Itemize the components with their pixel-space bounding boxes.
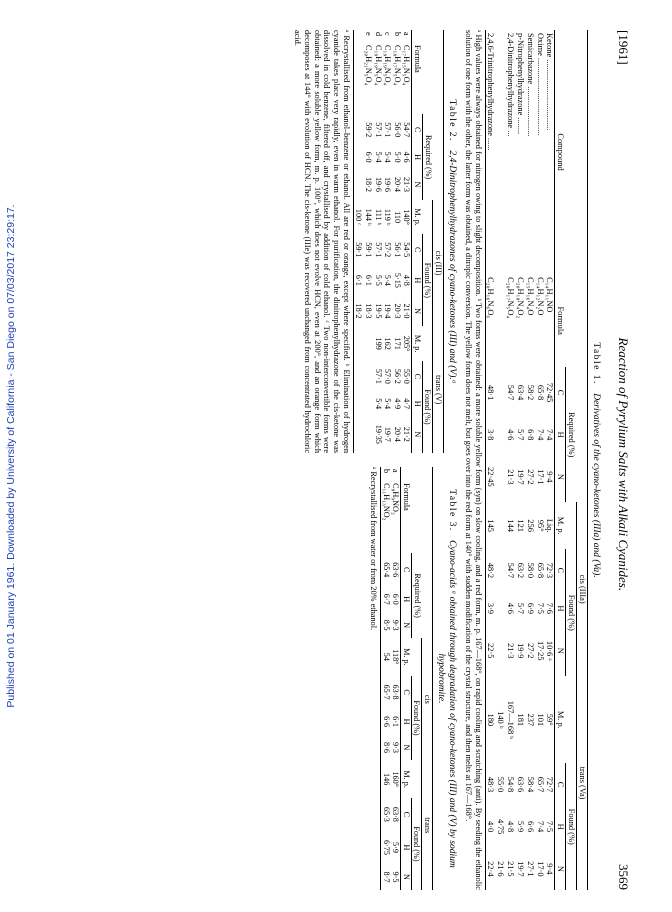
table2-cell: 4·7 (402, 398, 412, 410)
table3-col-header: H (401, 596, 411, 603)
table3-found-trans-header: Found (%) (411, 798, 422, 890)
table-row (402, 30, 412, 453)
table2-cell (353, 30, 363, 43)
table3-cell: 65·7 (381, 684, 391, 700)
table1-cell: Semicarbazone ........................ (525, 33, 535, 137)
table1-cell: C₁₄H₁₁NO (545, 277, 555, 313)
table2-cell: 57·1 (373, 122, 383, 138)
table1-cell: 21·3 (506, 643, 516, 659)
table1-cell: 4·6 (506, 602, 516, 614)
table2-cell: 54·7 (402, 122, 412, 138)
table2-cell: 56·2 (392, 368, 402, 384)
table1-cell: 4·8 (506, 821, 516, 833)
table3-cell: 54 (381, 652, 391, 661)
table1-col-header: N (556, 865, 566, 872)
table-row (363, 30, 373, 453)
table1-cell: 181 (515, 713, 525, 727)
header-page-number: 3569 (616, 863, 631, 890)
table1-cell (495, 502, 505, 549)
table1-col-header: H (556, 431, 566, 438)
table1-cell: C₁₅H₁₆N₄O (525, 277, 535, 316)
table1-cell: 7·4 (545, 429, 555, 441)
table3-col-header (401, 467, 412, 481)
table3-group-trans: trans (422, 760, 433, 890)
table3-cell: 9·5 (391, 871, 401, 883)
table1-cell: 3·8 (486, 429, 496, 441)
publication-note (0, 0, 22, 912)
table2-cell: 6·0 (363, 151, 373, 163)
table3-group-cis: cis (422, 638, 433, 760)
table2-cell: 20·3 (392, 303, 402, 319)
table2-cell: 4·6 (402, 151, 412, 163)
table1-cell: 72·3 (545, 562, 555, 579)
table1-cell: Oxime ..................................... (535, 33, 545, 136)
table-row (545, 30, 555, 890)
table1-cell: 21·5 (506, 861, 516, 877)
table1-cell: 19·7 (515, 469, 525, 485)
table-row (381, 467, 391, 890)
table-row (505, 30, 515, 890)
table2-cell (353, 416, 363, 453)
table3-cell: 146 (381, 773, 391, 786)
table1-col-header: Compound (556, 133, 566, 171)
table1-col-header: H (556, 605, 566, 612)
table1-cell: 72·7 (545, 776, 555, 793)
table1-cell: 7·5 (545, 821, 555, 833)
table1-cell: C₂₀H₁₆N₆O₆ (486, 277, 496, 319)
table2-cell: 119 ᵇ (383, 208, 393, 226)
table1-cell: 27·1 (525, 861, 535, 877)
table1-cell (495, 418, 505, 452)
running-header (607, 30, 631, 890)
table2-footnote: ᵃ Recrystallised from ethanol–benzene or ethanol. All are red or orange, except where specified. ᵇ Elimination of hydrogen cyanide takes place very rapidly, even in warm ethanol. For purification, the dinitrophenylhydrazone of the cis-ketone was dissolved in cold benzene, filtered off, and crystallised by addition of cold ethanol. ᶜ Two non-interconvertible forms were obtained: a more soluble yellow form, m. p. 100°, which does not evolve HCN, even at 200°, and an orange form which decomposes at 144° with evolution of HCN. The cis-ketone (IIIe) was recovered unchanged from concentrated hydrochloric acid. (293, 30, 351, 453)
table2-col-header: C (412, 373, 422, 380)
table2-cell (353, 392, 363, 416)
table2-cell: e (363, 32, 373, 36)
table2-cell: 56·1 (392, 242, 402, 258)
table2-col-header: N (412, 308, 422, 314)
table1-cell: 59° (545, 713, 555, 726)
table1-cell (495, 452, 505, 502)
table3-col-header: C (401, 811, 411, 818)
table2-cell: 5·0 (392, 151, 402, 163)
table2-cell: 6·1 (363, 274, 373, 286)
table3-cell: 63·8 (391, 806, 401, 822)
table1-cell (495, 30, 505, 274)
table2-cell: 19·4 (383, 303, 393, 319)
table1-cell: 19·9 (515, 643, 525, 659)
table3-cell: 63·8 (391, 684, 401, 700)
table2-cell (353, 145, 363, 169)
table1-cell (495, 625, 505, 676)
table2-cell: c (383, 32, 393, 36)
table1-cell: 54·7 (506, 384, 516, 401)
rotated-page (46, 20, 656, 900)
table1-cell: 101 (535, 713, 545, 727)
table3-cell: 6·75 (381, 839, 391, 855)
table1-col-header: H (556, 823, 566, 830)
table1-col-header: C (556, 389, 566, 396)
table3-cell: 6·0 (391, 593, 401, 605)
table1-cell (495, 549, 505, 591)
table3-col-header: C (401, 689, 411, 695)
table-row (391, 467, 401, 890)
table2-cell: C₁₈H₁₇N₅O₄ (392, 45, 402, 86)
table2-cell: 54·5 (402, 242, 412, 258)
table2-label: Table 2. (447, 99, 458, 142)
table2 (353, 30, 444, 453)
table1-cell: 63·4 (515, 384, 525, 401)
table3-cell: C₁₁H₁₃NO₂ (381, 483, 391, 521)
table-row (485, 30, 495, 890)
table1-cell: 21·6 (496, 861, 506, 877)
table2-col-header: N (412, 431, 422, 438)
table1-cell: 167—168 ᵇ (506, 700, 516, 739)
table3-found-cis-header: Found (%) (411, 676, 422, 761)
table2-cell: 55·0 (402, 368, 412, 384)
table1-cell: C₁₄H₁₂N₂O (535, 277, 545, 316)
table3-cell: 160° (391, 771, 401, 787)
table2-col-header: H (412, 277, 422, 284)
table2-cell: d (373, 32, 383, 37)
table3-cell: 6·1 (391, 716, 401, 728)
table1-cell: Liq. (545, 518, 555, 533)
table1-cell: 6·8 (525, 429, 535, 441)
table2-cell: 57·1 (373, 368, 383, 384)
table2-cell: 171 (392, 337, 402, 350)
table2-col-header: C (412, 127, 422, 133)
table2-cell: 57·0 (383, 368, 393, 384)
table1-col-header: N (556, 647, 566, 654)
table2-cell: 20·4 (392, 426, 402, 442)
table1-cell: 237 (525, 713, 535, 727)
table2-col-header: M. p. (413, 334, 423, 353)
table-row (353, 30, 363, 453)
table2-cell: 18·2 (363, 176, 373, 192)
table2-cell (363, 416, 373, 453)
table2-cell (353, 43, 363, 114)
table2-cell: 21·3 (402, 176, 412, 192)
table3-cell: 65·4 (381, 562, 391, 578)
table2-cell: 57·1 (373, 242, 383, 258)
table2-col-header: M. p. (413, 208, 423, 226)
table1-cell: 95° (535, 519, 545, 532)
table2-cell (363, 392, 373, 416)
table3-caption (435, 467, 457, 890)
table2-cell (353, 361, 363, 392)
header-title: Reaction of Pyrylium Salts with Alkali Cyanides. (616, 337, 631, 592)
table2-cell: 5·4 (373, 398, 383, 410)
table2-cell: 56·0 (392, 122, 402, 138)
table1-cell: 7·4 (535, 429, 545, 441)
table2-cell: 144 ᵇ (363, 208, 373, 226)
table2-cell: 59·1 (354, 242, 364, 258)
table1-cell: 55·0 (496, 776, 506, 793)
table1-cell: 48·2 (486, 562, 496, 579)
table1-group-trans: trans (Va) (577, 676, 588, 890)
table3-cell: a (391, 469, 401, 473)
table2-group-trans: trans (V) (433, 326, 444, 453)
table3-label: Table 3. (447, 489, 458, 532)
table1-footnote: ᵃ High values were always obtained for nitrogen owing to slight decomposition. ᵇ Two forms were obtained: a more soluble yellow form (syn) on slow cooling, and a red form, m. p. 167—168°, on rapid cooling and scratching (anti). By seeding the ethanolic solution of one form with the other, the latter form was obtained, a ditropic conversion. The yellow form does not melt, but goes over into the red form at 140° with sudden modification of the crystal structure, and then melts at 167—168°. (463, 30, 483, 890)
table2-cell: 4·8 (402, 274, 412, 286)
table2-cell: 5·4 (383, 274, 393, 286)
table2-cell: 140° (402, 209, 412, 225)
table2-cell: 18·3 (363, 303, 373, 319)
table2-cell: C₁₇H₁₅N₅O₄ (402, 45, 412, 86)
table1-cell: 19·7 (515, 861, 525, 877)
tables-columns (287, 30, 458, 890)
table3-cell: 118° (391, 649, 401, 665)
table1-cell (495, 591, 505, 625)
table1-cell: 27·2 (525, 643, 535, 659)
table-row (515, 30, 525, 890)
table2-cell: 19·35 (373, 424, 383, 444)
table1-cell: 21·3 (506, 469, 516, 485)
table3-cell: C₉H₉NO₂ (391, 483, 401, 515)
table3-cell: 5·9 (391, 842, 401, 853)
table3-cell: 6·6 (381, 716, 391, 728)
publication-note-text: Published on 01 January 1961. Downloaded by University of California - San Diego on 07/03/2017 23:29:17. (5, 204, 17, 708)
table1-cell: 3·9 (486, 602, 496, 614)
table1-cell: 9·4 (545, 471, 555, 483)
table1-cell (495, 367, 505, 417)
table3-cell: 8·7 (381, 871, 391, 883)
table3 (380, 467, 433, 890)
table1-col-header: M. p. (556, 516, 566, 535)
table1-col-header: C (556, 781, 566, 788)
table1-caption (590, 30, 601, 890)
table1-cell: 54·7 (506, 562, 516, 579)
table1-cell: 27·2 (525, 469, 535, 485)
table1-cell: 17·25 (535, 640, 545, 661)
table3-col-header: M. p. (402, 648, 412, 666)
table3-col-header: H (401, 844, 411, 851)
table2-title: 2,4-Dinitrophenylhydrazones of cyano-ketones (III) and (V).ᵃ (447, 150, 458, 384)
table3-cell: 8·5 (381, 619, 391, 631)
table1-cell: 4·75 (496, 818, 506, 835)
table1-cell: Ketone .................................. (545, 33, 555, 131)
table2-cell: 100 ᶜ (354, 208, 364, 226)
table2-group-cis: cis (III) (433, 200, 444, 327)
table1-cell: 145 (486, 519, 496, 532)
table2-cell: b (392, 32, 402, 37)
table1-cell: 48·1 (486, 384, 496, 401)
table1-cell: 22·4 (486, 861, 496, 877)
table2-cell: 5·4 (383, 151, 393, 163)
table1-cell: 58·2 (525, 384, 535, 401)
table1 (485, 30, 588, 890)
table1-cell: 65·7 (535, 776, 545, 793)
table1-cell: 6·9 (525, 602, 535, 614)
table3-col-header: H (401, 718, 411, 725)
table1-cell: 22·45 (486, 467, 496, 487)
table2-cell: C₁₉H₁₉N₅O₄ (383, 45, 393, 86)
table1-title: Derivatives of the cyano-ketones (IIIa) and (Va). (591, 393, 601, 578)
table1-cell: 58·0 (525, 562, 535, 579)
table1-cell: 63·6 (515, 776, 525, 793)
table2-cell: 19·7 (383, 426, 393, 442)
table2-cell: 59·2 (363, 122, 373, 138)
table2-cell: 57·2 (383, 242, 393, 258)
table1-cell: 54·8 (506, 776, 516, 793)
table2-required-header: Required (%) (422, 114, 433, 199)
table2-found-trans-header: Found (%) (422, 361, 433, 453)
table1-cell: p-Nitrophenylhydrazone ........ (515, 33, 525, 135)
table1-cell: 7·6 (545, 602, 555, 614)
table1-col-header: C (556, 567, 566, 574)
table1-cell: 65·8 (535, 562, 545, 579)
table3-col-header: N (401, 622, 411, 629)
table1-cell: 48·3 (486, 776, 496, 793)
table2-cell: 20·4 (392, 176, 402, 192)
table-row (383, 30, 393, 453)
table2-cell: 59·1 (363, 242, 373, 258)
table3-col-header: Formula (402, 483, 412, 511)
table2-col-header: Formula (413, 45, 423, 73)
table2-cell: 162 (383, 337, 393, 350)
table2-cell: 205° (402, 335, 412, 352)
page-body (71, 30, 601, 890)
table1-cell: 72·45 (545, 382, 555, 403)
table1-col-header: Formula (556, 306, 566, 335)
table1-cell: 140 ᵇ (496, 711, 506, 729)
table1-cell: 17·1 (535, 469, 545, 485)
table2-cell: 5·4 (383, 398, 393, 410)
table3-col-header: N (401, 874, 411, 880)
table2-caption (446, 30, 457, 453)
table1-cell: 63·2 (515, 562, 525, 579)
table1-label: Table 1. (591, 342, 601, 385)
table2-cell (353, 114, 363, 145)
table1-cell: 2,4-Dinitrophenylhydrazone ... (506, 33, 516, 137)
table-row (525, 30, 535, 890)
table2-col-header: C (412, 247, 422, 253)
table3-col-header: C (401, 566, 411, 573)
table1-cell: C₂₀H₁₇N₅O₄ (506, 277, 516, 319)
table1-col-header: N (556, 473, 566, 480)
table1-cell: 121 (515, 519, 525, 532)
table2-col-header: H (412, 400, 422, 407)
table1-cell: 4·0 (486, 821, 496, 833)
table-row (535, 30, 545, 890)
table1-found-trans-header: Found (%) (566, 763, 577, 890)
table3-footnote: ᵃ Recrystallised from water or from 20% ethanol. (369, 467, 379, 631)
table2-cell (363, 361, 373, 392)
table2-col-header (412, 30, 423, 43)
table1-required-header: Required (%) (566, 367, 577, 502)
table2-cell: 21·2 (402, 426, 412, 442)
table2-cell: 5·5 (373, 274, 383, 286)
table2-cell (353, 169, 363, 200)
table2-col-header: N (412, 181, 422, 188)
table1-cell: 180 (486, 713, 496, 727)
table1-col-header: M. p. (556, 710, 566, 729)
table1-group-cis: cis (IIIa) (577, 502, 588, 676)
table3-cell: 9·3 (391, 619, 401, 631)
table2-cell: C₂₀H₂₁N₅O₄ (363, 45, 373, 86)
table1-found-cis-header: Found (%) (566, 549, 577, 676)
table-row (495, 30, 505, 890)
table2-column (287, 30, 458, 453)
table2-cell: 199 (373, 337, 383, 350)
table1-cell: 6·6 (525, 821, 535, 833)
table1-cell: 5·9 (515, 821, 525, 833)
table2-cell: 21·0 (402, 303, 412, 319)
table1-cell: C₂₀H₁₈N₄O₂ (515, 277, 525, 319)
table1-cell: 22·5 (486, 643, 496, 659)
table1-cell: 9·4 (545, 863, 555, 875)
table1-cell (495, 274, 505, 367)
table1-cell: 4·6 (506, 429, 516, 441)
table2-cell: 6·1 (354, 274, 364, 286)
header-year: [1961] (616, 30, 631, 65)
table1-cell: 7·5 (535, 602, 545, 614)
table3-cell: 63·6 (391, 562, 401, 578)
table1-cell: 2,4,6-Trinitrophenylhydrazone ...... (486, 33, 496, 151)
table2-cell: 18·2 (354, 303, 364, 319)
table2-cell: C₁₉H₁₉N₅O₄ (373, 45, 383, 86)
table2-cell: 4·9 (392, 398, 402, 410)
table2-col-header: H (412, 154, 422, 161)
table1-cell: 58·4 (525, 776, 535, 793)
table2-cell (353, 326, 363, 361)
table1-cell: 256 (525, 519, 535, 532)
table3-cell: 6·7 (381, 593, 391, 605)
table3-cell: 8·6 (381, 742, 391, 753)
table2-cell: 19·6 (383, 176, 393, 192)
table3-col-header: M. p. (402, 770, 412, 788)
table2-cell: 19·6 (373, 176, 383, 192)
table2-cell: 111 ᵇ (373, 208, 383, 226)
table-row (373, 30, 383, 453)
table1-cell: 17·0 (535, 861, 545, 877)
table1-cell: 144 (506, 519, 516, 532)
table3-column (287, 467, 458, 890)
table2-found-cis-header: Found (%) (422, 234, 433, 326)
table1-cell: 10·6 ᵃ (545, 640, 555, 661)
table2-cell (363, 326, 373, 361)
table3-cell: b (381, 469, 391, 474)
table3-cell: 65·3 (381, 806, 391, 822)
table2-cell: 5·4 (373, 151, 383, 163)
table1-cell: 65·8 (535, 384, 545, 401)
table2-cell: 110 (392, 211, 402, 224)
table2-cell: 5·15 (392, 272, 402, 288)
table3-col-header: N (401, 744, 411, 751)
table2-cell: 57·1 (383, 122, 393, 138)
table3-title: Cyano-acids ᵃ obtained through degradation of cyano-ketones (III) and (V) by sodium hypobromite. (436, 540, 458, 868)
table2-cell: 19·5 (373, 303, 383, 319)
table1-cell: 5·7 (515, 602, 525, 614)
table1-cell: 5·7 (515, 429, 525, 441)
table1-cell: 7·4 (535, 821, 545, 833)
table3-cell: 9·3 (391, 742, 401, 753)
page-content (71, 30, 631, 890)
table-row (392, 30, 402, 453)
table3-required-header: Required (%) (411, 553, 422, 638)
table2-cell: a (402, 32, 412, 36)
